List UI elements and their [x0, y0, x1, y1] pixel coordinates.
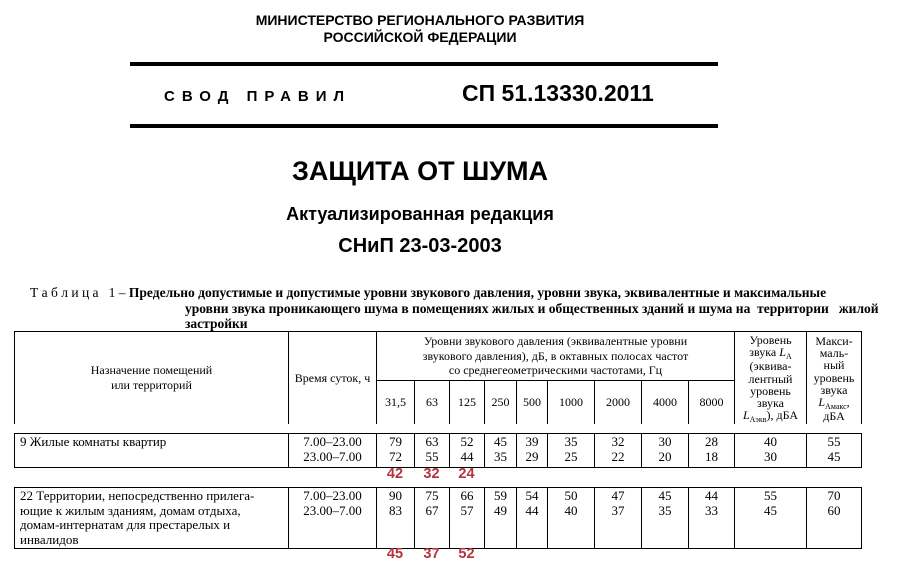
svod-pravil-label: СВОД ПРАВИЛ [164, 88, 352, 105]
frequency-header-cell: 1000 [548, 381, 595, 425]
table-caption-label: Т а б л и ц а 1 – [30, 285, 126, 300]
row-name-cell: 22 Территории, непосредственно прилега- ющие к жилым зданиям, домам отдыха, домам-интернатам для престарелых и инвалидов [15, 488, 289, 549]
document-title: ЗАЩИТА ОТ ШУМА [291, 156, 549, 186]
octave-value-cell: 45 35 [642, 488, 689, 549]
column-header-time: Время суток, ч [289, 332, 377, 425]
horizontal-rule-bottom [130, 124, 718, 128]
document-code: СП 51.13330.2011 [462, 80, 654, 106]
sound-level-cell: 55 45 [735, 488, 807, 549]
frequency-header-cell: 125 [450, 381, 485, 425]
ministry-header: МИНИСТЕРСТВО РЕГИОНАЛЬНОГО РАЗВИТИЯ РОССИЙСКОЙ ФЕДЕРАЦИИ [255, 12, 585, 45]
table-row-22-block [14, 487, 862, 549]
max-level-cell: 70 60 [807, 488, 862, 549]
octave-value-cell: 59 49 [485, 488, 517, 549]
octave-value-cell: 52 44 [450, 434, 485, 468]
document-snip-reference: СНиП 23-03-2003 [338, 235, 502, 257]
octave-value-cell: 47 37 [595, 488, 642, 549]
frequency-header-cell: 2000 [595, 381, 642, 425]
frequency-header-cell: 63 [415, 381, 450, 425]
octave-value-cell: 66 57 [450, 488, 485, 549]
octave-value-cell: 90 83 [377, 488, 415, 549]
frequency-header-cell: 8000 [689, 381, 735, 425]
octave-value-cell: 32 22 [595, 434, 642, 468]
octave-value-cell: 28 18 [689, 434, 735, 468]
annotation-row-22 [0, 546, 900, 563]
row-time-cell: 7.00–23.00 23.00–7.00 [289, 434, 377, 468]
column-header-max-level: Макси- маль- ный уровень звука $L_{Амакс}$, дБА [807, 332, 862, 425]
table-caption [30, 285, 900, 332]
red-annotation-value: 45 [386, 546, 404, 562]
red-annotation-value: 52 [458, 546, 475, 562]
red-annotation-value: 42 [386, 466, 404, 482]
sound-level-cell: 40 30 [735, 434, 807, 468]
horizontal-rule-top [130, 62, 718, 66]
table-header-block [14, 331, 862, 424]
column-header-purpose: Назначение помещений или территорий [15, 332, 289, 425]
frequency-header-cell: 4000 [642, 381, 689, 425]
table-row [15, 488, 862, 549]
column-group-header-spl: Уровни звукового давления (эквивалентные уровни звукового давления), дБ, в октавных полосах частот со среднегеометрическими частотами, Гц [377, 332, 735, 381]
frequency-header-cell: 500 [517, 381, 548, 425]
octave-value-cell: 30 20 [642, 434, 689, 468]
row-name-cell: 9 Жилые комнаты квартир [15, 434, 289, 468]
frequency-header-cell: 250 [485, 381, 517, 425]
octave-value-cell: 35 25 [548, 434, 595, 468]
document-subtitle: Актуализированная редакция [286, 204, 554, 224]
octave-value-cell: 44 33 [689, 488, 735, 549]
red-annotation-value: 32 [423, 466, 440, 482]
red-annotation-value: 37 [423, 546, 440, 562]
table-row [15, 434, 862, 468]
frequency-header-cell: 31,5 [377, 381, 415, 425]
annotation-row-9 [0, 466, 900, 483]
octave-value-cell: 45 35 [485, 434, 517, 468]
octave-value-cell: 75 67 [415, 488, 450, 549]
octave-value-cell: 54 44 [517, 488, 548, 549]
octave-value-cell: 50 40 [548, 488, 595, 549]
red-annotation-value: 24 [458, 466, 475, 482]
column-header-sound-level: Уровень звука $L_А$ (эквива- лентный уровень звука $L_{Аэкв}$), дБА [735, 332, 807, 425]
octave-value-cell: 39 29 [517, 434, 548, 468]
table-row-9-block [14, 433, 862, 468]
table-caption-text: Предельно допустимые и допустимые уровни звукового давления, уровни звука, эквивалентные и максимальные уровни звука проникающего шума в помещениях жилых и общественных зданий и шума на территории жилой застройки [128, 285, 879, 331]
max-level-cell: 55 45 [807, 434, 862, 468]
octave-value-cell: 63 55 [415, 434, 450, 468]
octave-value-cell: 79 72 [377, 434, 415, 468]
row-time-cell: 7.00–23.00 23.00–7.00 [289, 488, 377, 549]
